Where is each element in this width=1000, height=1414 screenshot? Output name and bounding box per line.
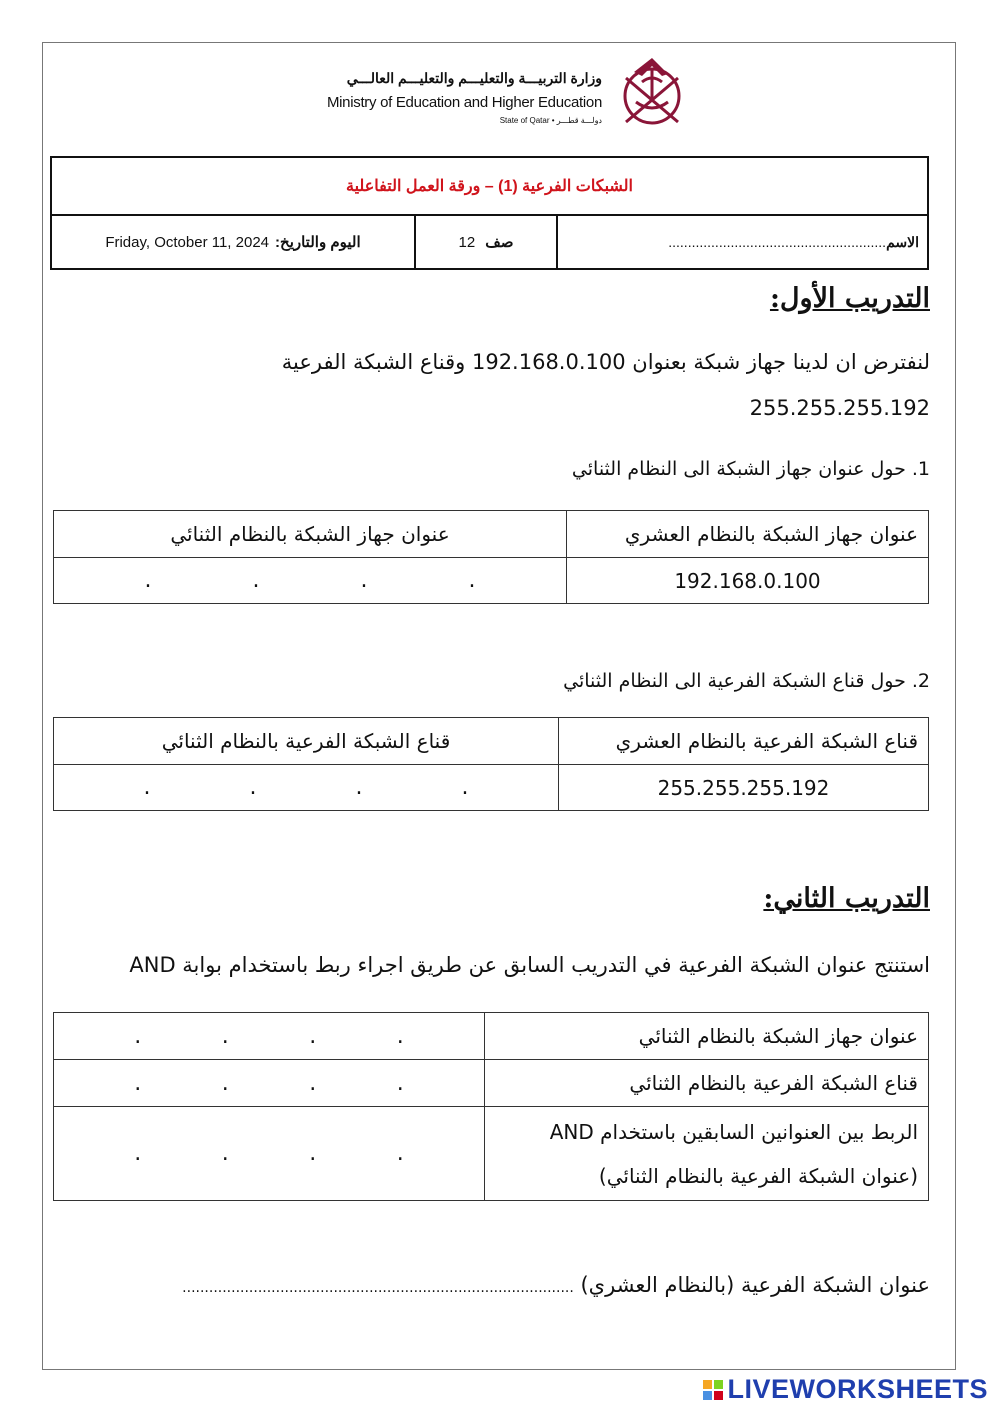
decimal-value-cell: 192.168.0.100 — [567, 558, 929, 604]
worksheet-title: الشبكات الفرعية (1) – ورقة العمل التفاعلية — [52, 158, 927, 216]
dot-1: . — [143, 775, 151, 800]
exercise2-intro: استنتج عنوان الشبكة الفرعية في التدريب السابق عن طريق اجراء ربط باستخدام بوابة AND — [129, 953, 930, 977]
exercise1-heading: التدريب الأول: — [769, 283, 930, 314]
final-answer-line — [182, 1273, 930, 1297]
dot-3: . — [309, 1141, 317, 1166]
dot-1: . — [134, 1023, 142, 1049]
final-label: عنوان الشبكة الفرعية (بالنظام العشري) — [580, 1273, 930, 1297]
dot-4: . — [468, 568, 476, 593]
mask-decimal-value-cell: 255.255.255.192 — [559, 765, 929, 811]
mask-binary-answer-cell[interactable] — [54, 765, 559, 811]
name-cell[interactable] — [558, 216, 927, 268]
and-row3-label-line2: (عنوان الشبكة الفرعية بالنظام الثنائي) — [598, 1163, 918, 1188]
device-address-table — [53, 510, 929, 604]
dot-3: . — [355, 775, 363, 800]
and-row2-answer[interactable] — [54, 1060, 485, 1107]
dot-2: . — [221, 1141, 229, 1166]
ministry-name-english: Ministry of Education and Higher Education — [326, 94, 602, 111]
binary-answer-cell[interactable] — [54, 558, 567, 604]
and-row1-label: عنوان جهاز الشبكة بالنظام الثنائي — [485, 1013, 929, 1060]
and-row3-label-line1: الربط بين العنوانين السابقين باستخدام AND — [549, 1119, 918, 1144]
watermark-text: LIVEWORKSHEETS — [727, 1374, 988, 1404]
col-binary-header: عنوان جهاز الشبكة بالنظام الثنائي — [54, 511, 567, 558]
exercise2-heading: التدريب الثاني: — [763, 883, 930, 914]
subnet-mask-table — [53, 717, 929, 811]
dot-2: . — [221, 1023, 229, 1049]
worksheet-header — [50, 156, 929, 270]
and-operation-table — [53, 1012, 929, 1201]
dot-4: . — [396, 1070, 404, 1096]
and-row1-answer[interactable] — [54, 1013, 485, 1060]
dot-1: . — [134, 1070, 142, 1096]
ministry-name-arabic: وزارة التربيـــة والتعليـــم والتعليـــم العالـــي — [346, 70, 602, 86]
dot-3: . — [309, 1023, 317, 1049]
and-row3-answer[interactable] — [54, 1107, 485, 1201]
exercise1-question1: 1. حول عنوان جهاز الشبكة الى النظام الثنائي — [571, 458, 930, 480]
col-decimal-header: عنوان جهاز الشبكة بالنظام العشري — [567, 511, 929, 558]
class-label: صف — [485, 234, 514, 251]
final-answer-dots[interactable]: ........................................................................................ — [182, 1280, 574, 1296]
dot-2: . — [249, 775, 257, 800]
and-row2-label: قناع الشبكة الفرعية بالنظام الثنائي — [485, 1060, 929, 1107]
date-cell — [52, 216, 416, 268]
dot-4: . — [396, 1023, 404, 1049]
date-value: Friday, October 11, 2024 — [105, 233, 270, 251]
name-label: الاسم — [886, 233, 919, 250]
liveworksheets-logo-icon — [703, 1380, 723, 1400]
state-of-qatar: State of Qatar • دولـــة قطـــر — [499, 116, 602, 125]
exercise1-intro-line1: لنفترض ان لدينا جهاز شبكة بعنوان 192.168.0.100 وقناع الشبكة الفرعية — [281, 350, 930, 374]
name-dots[interactable]: ........................................................ — [668, 234, 887, 250]
dot-2: . — [252, 568, 260, 593]
class-cell — [416, 216, 558, 268]
qatar-emblem-icon — [612, 52, 692, 134]
dot-1: . — [144, 568, 152, 593]
class-value: 12 — [458, 233, 476, 251]
dot-3: . — [360, 568, 368, 593]
dot-4: . — [396, 1141, 404, 1166]
dot-3: . — [309, 1070, 317, 1096]
exercise1-question2: 2. حول قناع الشبكة الفرعية الى النظام الثنائي — [563, 670, 930, 692]
mask-col-decimal-header: قناع الشبكة الفرعية بالنظام العشري — [559, 718, 929, 765]
dot-2: . — [221, 1070, 229, 1096]
date-label: اليوم والتاريخ: — [275, 234, 361, 251]
ministry-logo — [312, 52, 692, 134]
dot-4: . — [461, 775, 469, 800]
liveworksheets-watermark — [703, 1374, 988, 1405]
dot-1: . — [134, 1141, 142, 1166]
exercise1-intro-line2: 255.255.255.192 — [749, 396, 930, 420]
and-row3-label — [485, 1107, 929, 1201]
mask-col-binary-header: قناع الشبكة الفرعية بالنظام الثنائي — [54, 718, 559, 765]
